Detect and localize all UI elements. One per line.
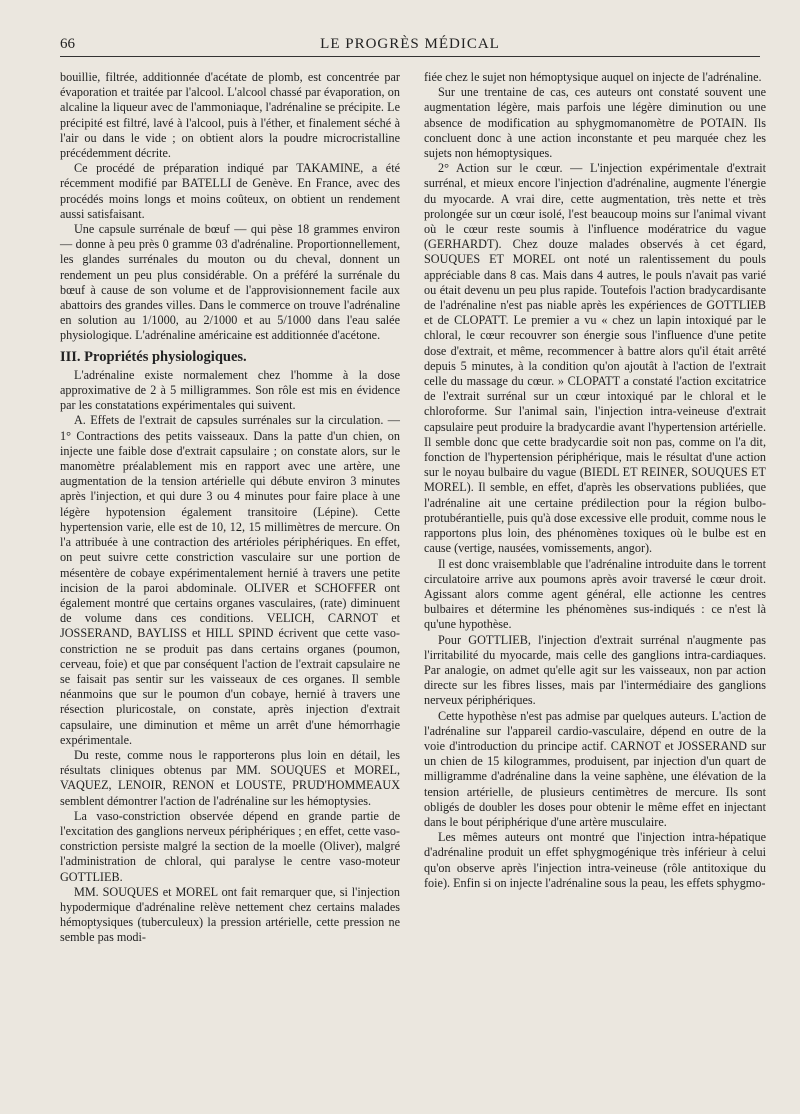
paragraph: Pour GOTTLIEB, l'injection d'extrait surrénal n'augmente pas l'irritabilité du myocarde, mais celle des ganglions intra-cardiaques. Par analogie, on admet qu'elle agit sur les vaisseaux, non par action directe sur les fibres lisses, mais par l'intermédiaire des ganglions nerveux périphériques. [424,632,766,708]
page-header [60,34,760,57]
paragraph: Du reste, comme nous le rapporterons plus loin en détail, les résultats cliniques obtenus par MM. SOUQUES et MOREL, VAQUEZ, LENOIR, RENON et LOUSTE, PRUD'HOMMEAUX semblent démontrer l'action de l'adrénaline sur les hémoptysies. [60,747,400,808]
running-title: LE PROGRÈS MÉDICAL [320,36,500,52]
paragraph: Ce procédé de préparation indiqué par TAKAMINE, a été récemment modifié par BATELLI de Genève. En France, avec des procédés moins longs et moins coûteux, on obtient un rendement aussi satisfaisant. [60,161,400,221]
paragraph: Les mêmes auteurs ont montré que l'injection intra-hépatique d'adrénaline produit un effet sphygmogénique très inférieur à celui qu'on observe après l'injection intra-veineuse (rôle antitoxique du foie). Enfin si on injecte l'adrénaline sous la peau, les effets sphygmo- [424,830,766,890]
paragraph: Cette hypothèse n'est pas admise par quelques auteurs. L'action de l'adrénaline sur l'appareil cardio-vasculaire, dépend en outre de la voie d'introduction du principe actif. CARNOT et JOSSERAND sur un chien de 15 kilogrammes, produisent, par injection d'un quart de milligramme d'adrénaline dans la veine saphène, une élévation de la tension artérielle, de plusieurs centimètres de mercure. Ils sont obligés de doubler les doses pour obtenir le même effet en injectant dans le bout périphérique d'une artère musculaire. [424,708,766,829]
paragraph: La vaso-constriction observée dépend en grande partie de l'excitation des ganglions nerveux périphériques ; en effet, cette vaso-constriction persiste malgré la section de la moelle (Oliver), malgré l'administration de chloral, qui paralyse le centre vaso-moteur GOTTLIEB. [60,808,400,884]
page-number: 66 [60,36,75,52]
left-column [60,70,400,946]
paragraph: Une capsule surrénale de bœuf — qui pèse 18 grammes environ — donne à peu près 0 gramme 03 d'adrénaline. Proportionnellement, les glandes surrénales du mouton ou du cheval, donnent un rendement un peu plus considérable. On a préféré la surrénale du bœuf à cause de son volume et de l'approvisionnement facile aux abattoirs des grandes villes. Dans le commerce on trouve l'adrénaline en solution au 1/1000, au 2/1000 et au 5/1000 dans l'eau salée physiologique. L'adrénaline américaine est additionnée d'acétone. [60,222,400,343]
section-heading: III. Propriétés physiologiques. [60,348,247,365]
paragraph: fiée chez le sujet non hémoptysique auquel on injecte de l'adrénaline. [424,70,762,84]
paragraph: 2° Action sur le cœur. — L'injection expérimentale d'extrait surrénal, et mieux encore l'injection d'adrénaline, augmente l'énergie du myocarde. A vrai dire, cette augmentation, très nette et très prolongée sur un cœur isolé, l'est beaucoup moins sur l'animal vivant où le cœur reste soumis à l'influence modératrice du vague (GERHARDT). Chez douze malades observés à cet égard, SOUQUES ET MOREL ont noté un ralentissement du pouls appréciable dans 8 cas. Mais dans 4 autres, le pouls n'avait pas varié ou était devenu un peu plus rapide. Toutefois l'action bradycardisante de l'adrénaline n'est pas niable après les expériences de GOTTLIEB et de CLOPATT. Le premier a vu « chez un lapin intoxiqué par le chloral, le cœur recouvrer son énergie sous l'influence d'une petite dose d'extrait, et même, recommencer à battre alors qu'il était arrêté depuis 5 minutes, à la condition qu'on ajoutât à l'action de l'extrait celle du massage du cœur. » CLOPATT a constaté l'action excitatrice de l'extrait surrénal sur un cœur intoxiqué par le chloral et le chloroforme. Sur l'animal sain, l'injection intra-veineuse d'extrait capsulaire peut produire la bradycardie avant l'hypertension artérielle. Il semble donc que cette bradycardie soit non pas, comme on l'a dit, fonction de l'hypertension périphérique, mais le résultat d'une action sur le noyau bulbaire du vague (BIEDL ET REINER, SOUQUES ET MOREL). Il semble, en effet, d'après les observations publiées, que l'adrénaline ait une certaine prédilection pour la région bulbo-protubérantielle, puis qu'à dose excessive elle produit, comme nous le rapportons plus loin, des phénomènes toxiques où le bulbe est en cause (vertige, nausées, vomissements, angor). [424,161,766,556]
paragraph: A. Effets de l'extrait de capsules surrénales sur la circulation. — 1° Contractions des petits vaisseaux. Dans la patte d'un chien, on injecte une faible dose d'extrait capsulaire ; on constate alors, sur le manomètre préalablement mis en rapport avec une artère, une augmentation de la tension artérielle qui débute environ 3 minutes après l'injection, et qui dure 3 ou 4 minutes pour faire place à une légère hypotension également transitoire (Lépine). Cette hypertension varie, elle est de 10, 12, 15 millimètres de mercure. On l'a attribuée à une contraction des artérioles périphériques. En effet, on peut suivre cette constriction vasculaire sur une portion de mésentère de cobaye expérimentalement hernié à travers une petite incision de la paroi abdominale. OLIVER et SCHOFFER ont également montré que certains organes vasculaires, (rate) diminuent de volume dans ces conditions. VELICH, CARNOT et JOSSERAND, BAYLISS et HILL SPIND écrivent que cette vaso-constriction ne se produit pas dans certains organes (poumon, cerveau, foie) et que par conséquent l'action de l'extrait capsulaire ne se faisait pas sentir sur les vaisseaux de ces organes. Il semble néanmoins que sur le poumon d'un cobaye, hernié à travers une résection pluricostale, on constate, après injection d'extrait capsulaire, une diminution et même un arrêt d'une hémorrhagie expérimentale. [60,413,400,747]
paragraph: bouillie, filtrée, additionnée d'acétate de plomb, est concentrée par évaporation et traitée par l'alcool. L'alcool chassé par évaporation, on alcaline la liqueur avec de l'ammoniaque, l'adrénaline se précipite. Le précipité est filtré, lavé à l'alcool, puis à l'éther, et finalement séché à l'air ou dans le vide ; on obtient alors la poudre microcristalline précédemment décrite. [60,70,400,161]
paragraph: L'adrénaline existe normalement chez l'homme à la dose approximative de 2 à 5 milligrammes. Son rôle est mis en évidence par les constatations expérimentales qui suivent. [60,367,400,413]
paragraph: Sur une trentaine de cas, ces auteurs ont constaté souvent une augmentation légère, mais parfois une légère diminution ou une absence de modification au sphygmomanomètre de POTAIN. Ils concluent donc à une action inconstante et peu marquée chez les sujets non hémoptysiques. [424,85,766,161]
right-column [424,70,766,891]
paragraph: MM. SOUQUES et MOREL ont fait remarquer que, si l'injection hypodermique d'adrénaline relève nettement chez certains malades hémoptysiques (tuberculeux) la pression artérielle, cette pression ne semble pas modi- [60,884,400,945]
paragraph: Il est donc vraisemblable que l'adrénaline introduite dans le torrent circulatoire arrive aux poumons après avoir traversé le cœur droit. Agissant alors comme agent général, elle actionne les centres bulbaires et détermine les phénomènes sus-indiqués : ce n'est là qu'une hypothèse. [424,556,766,632]
